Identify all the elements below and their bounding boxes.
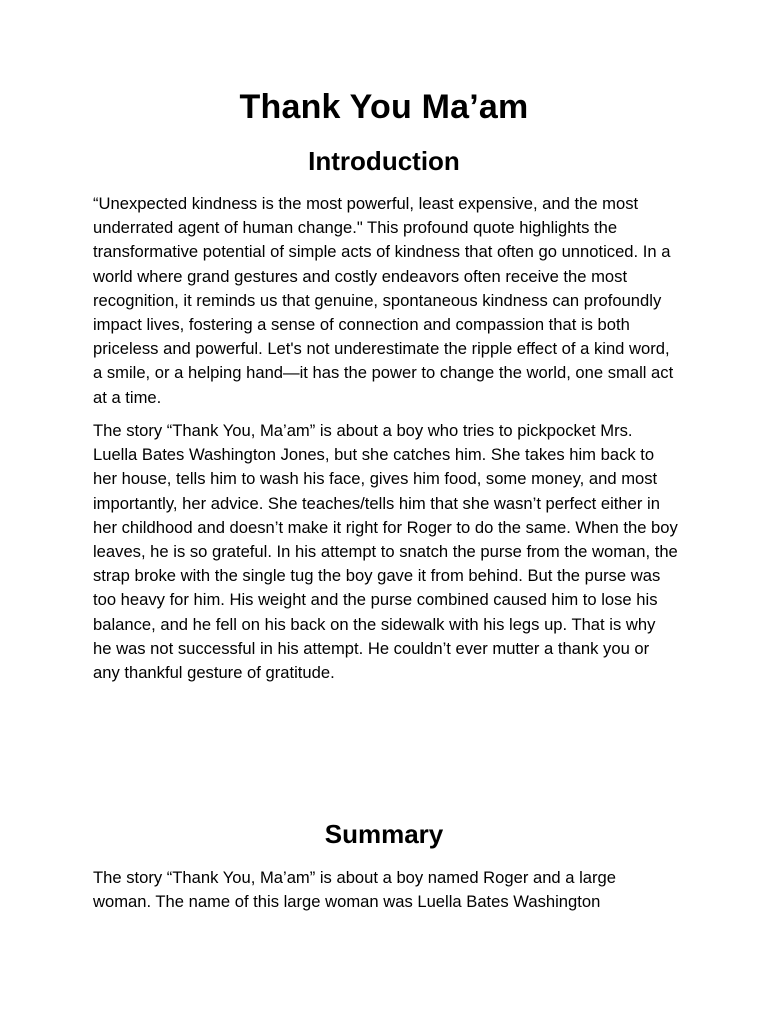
paragraph-intro-quote: “Unexpected kindness is the most powerful, least expensive, and the most underrated agent of human change." This profound quote highlights the transformative potential of simple acts of kindness that often go unnoticed. In a world where grand gestures and costly endeavors often receive the most recognition, it reminds us that genuine, spontaneous kindness can profoundly impact lives, fostering a sense of connection and compassion that is both priceless and powerful. Let's not underestimate the ripple effect of a kind word, a smile, or a helping hand—it has the power to change the world, one small act at a time. [93, 194, 674, 407]
section-heading-introduction: Introduction [308, 146, 460, 176]
paragraph-story-overview: The story “Thank You, Ma’am” is about a boy who tries to pickpocket Mrs. Luella Bates Washington Jones, but she catches him. She takes him back to her house, tells him to wash his face, gives him food, some money, and most importantly, her advice. She teaches/tells him that she wasn’t perfect either in her childhood and doesn’t make it right for Roger to do the same. When the boy leaves, he is so grateful. In his attempt to snatch the purse from the woman, the strap broke with the single tug the boy gave it from behind. But the purse was too heavy for him. His weight and the purse combined caused him to lose his balance, and he fell on his back on the sidewalk with his legs up. That is why he was not successful in his attempt. He couldn’t ever mutter a thank you or any thankful gesture of gratitude. [93, 421, 678, 683]
document-title: Thank You Ma’am [239, 88, 529, 126]
paragraph-summary: The story “Thank You, Ma’am” is about a boy named Roger and a large woman. The name of this large woman was Luella Bates Washington [93, 868, 616, 912]
section-heading-summary: Summary [324, 819, 444, 849]
